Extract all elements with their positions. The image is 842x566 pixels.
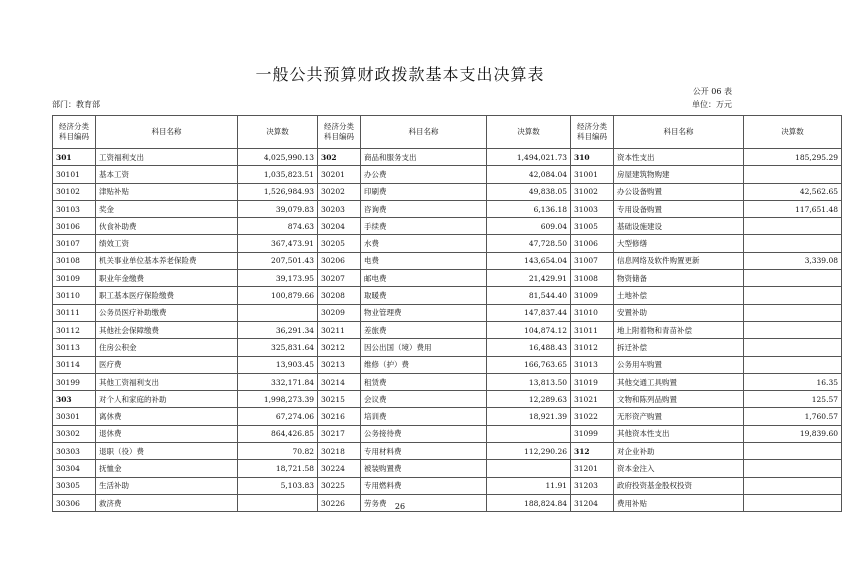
code-cell: 30103 <box>53 200 96 217</box>
amount-cell: 47,728.50 <box>487 235 571 252</box>
code-cell: 30301 <box>53 408 96 425</box>
name-cell: 对个人和家庭的补助 <box>96 391 238 408</box>
table-row <box>53 235 842 252</box>
name-cell: 政府投资基金股权投资 <box>614 477 744 494</box>
code-cell: 310 <box>571 149 614 166</box>
code-cell: 30212 <box>318 339 361 356</box>
name-cell: 机关事业单位基本养老保险费 <box>96 252 238 269</box>
name-cell: 电费 <box>361 252 487 269</box>
name-cell: 专用材料费 <box>361 443 487 460</box>
name-cell: 救济费 <box>96 494 238 511</box>
name-cell: 公务用车购置 <box>614 356 744 373</box>
table-row <box>53 200 842 217</box>
name-cell: 地上附着物和青苗补偿 <box>614 321 744 338</box>
code-cell: 30114 <box>53 356 96 373</box>
name-cell: 维修（护）费 <box>361 356 487 373</box>
code-cell: 312 <box>571 443 614 460</box>
amount-cell: 42,562.65 <box>744 183 842 200</box>
name-cell: 费用补贴 <box>614 494 744 511</box>
amount-cell: 39,079.83 <box>238 200 318 217</box>
amount-cell: 70.82 <box>238 443 318 460</box>
table-row <box>53 252 842 269</box>
name-cell: 其他交通工具购置 <box>614 373 744 390</box>
unit-label: 单位：万元 <box>692 100 732 109</box>
table-row <box>53 287 842 304</box>
amount-cell: 16,488.43 <box>487 339 571 356</box>
code-cell: 31006 <box>571 235 614 252</box>
amount-cell <box>744 166 842 183</box>
table-row <box>53 218 842 235</box>
amount-cell: 4,025,990.13 <box>238 149 318 166</box>
amount-cell: 13,903.45 <box>238 356 318 373</box>
name-cell: 物业管理费 <box>361 304 487 321</box>
code-cell: 30206 <box>318 252 361 269</box>
name-cell: 商品和服务支出 <box>361 149 487 166</box>
table-row <box>53 373 842 390</box>
amount-cell: 874.63 <box>238 218 318 235</box>
code-cell: 30110 <box>53 287 96 304</box>
name-cell: 退职（役）费 <box>96 443 238 460</box>
amount-cell: 21,429.91 <box>487 270 571 287</box>
name-cell: 物资储备 <box>614 270 744 287</box>
code-cell: 303 <box>53 391 96 408</box>
amount-cell: 6,136.18 <box>487 200 571 217</box>
name-cell: 手续费 <box>361 218 487 235</box>
name-cell: 退休费 <box>96 425 238 442</box>
code-cell: 31007 <box>571 252 614 269</box>
code-cell: 30113 <box>53 339 96 356</box>
code-cell: 30226 <box>318 494 361 511</box>
name-cell: 因公出国（境）费用 <box>361 339 487 356</box>
amount-cell: 125.57 <box>744 391 842 408</box>
code-cell: 31019 <box>571 373 614 390</box>
code-cell: 30203 <box>318 200 361 217</box>
name-cell: 培训费 <box>361 408 487 425</box>
amount-cell <box>744 270 842 287</box>
name-cell: 其他社会保障缴费 <box>96 321 238 338</box>
amount-cell: 185,295.29 <box>744 149 842 166</box>
name-cell: 印刷费 <box>361 183 487 200</box>
code-cell: 30202 <box>318 183 361 200</box>
code-cell: 31010 <box>571 304 614 321</box>
name-cell: 安置补助 <box>614 304 744 321</box>
name-cell: 公务员医疗补助缴费 <box>96 304 238 321</box>
amount-cell: 11.91 <box>487 477 571 494</box>
code-cell: 30201 <box>318 166 361 183</box>
amount-cell: 1,526,984.93 <box>238 183 318 200</box>
amount-cell: 188,824.84 <box>487 494 571 511</box>
amount-cell <box>744 460 842 477</box>
name-cell: 办公设备购置 <box>614 183 744 200</box>
code-cell: 31099 <box>571 425 614 442</box>
table-row <box>53 339 842 356</box>
code-cell: 30111 <box>53 304 96 321</box>
column-header: 经济分类 科目编码 <box>318 116 361 149</box>
code-cell: 30214 <box>318 373 361 390</box>
code-cell: 30204 <box>318 218 361 235</box>
name-cell: 抚恤金 <box>96 460 238 477</box>
code-cell: 30211 <box>318 321 361 338</box>
amount-cell: 1,998,273.39 <box>238 391 318 408</box>
code-cell: 30302 <box>53 425 96 442</box>
amount-cell: 166,763.65 <box>487 356 571 373</box>
code-cell: 31021 <box>571 391 614 408</box>
name-cell: 伙食补助费 <box>96 218 238 235</box>
name-cell: 资本金注入 <box>614 460 744 477</box>
name-cell: 劳务费 <box>361 494 487 511</box>
code-cell: 30112 <box>53 321 96 338</box>
table-row <box>53 149 842 166</box>
table-row <box>53 321 842 338</box>
table-row <box>53 443 842 460</box>
code-cell: 30216 <box>318 408 361 425</box>
code-cell: 30208 <box>318 287 361 304</box>
name-cell: 职业年金缴费 <box>96 270 238 287</box>
code-cell: 31022 <box>571 408 614 425</box>
amount-cell <box>744 218 842 235</box>
amount-cell <box>744 339 842 356</box>
name-cell: 对企业补助 <box>614 443 744 460</box>
name-cell: 住房公积金 <box>96 339 238 356</box>
name-cell: 土地补偿 <box>614 287 744 304</box>
name-cell: 邮电费 <box>361 270 487 287</box>
amount-cell: 5,103.83 <box>238 477 318 494</box>
amount-cell: 207,501.43 <box>238 252 318 269</box>
code-cell: 30305 <box>53 477 96 494</box>
code-cell: 30303 <box>53 443 96 460</box>
name-cell: 绩效工资 <box>96 235 238 252</box>
code-cell: 31001 <box>571 166 614 183</box>
amount-cell <box>744 304 842 321</box>
name-cell: 拆迁补偿 <box>614 339 744 356</box>
name-cell: 大型修缮 <box>614 235 744 252</box>
code-cell: 31003 <box>571 200 614 217</box>
code-cell: 30205 <box>318 235 361 252</box>
name-cell: 会议费 <box>361 391 487 408</box>
amount-cell: 147,837.44 <box>487 304 571 321</box>
code-cell: 30224 <box>318 460 361 477</box>
amount-cell: 13,813.50 <box>487 373 571 390</box>
table-row <box>53 183 842 200</box>
amount-cell <box>238 304 318 321</box>
name-cell: 办公费 <box>361 166 487 183</box>
table-row <box>53 391 842 408</box>
amount-cell: 104,874.12 <box>487 321 571 338</box>
amount-cell <box>744 321 842 338</box>
code-cell: 30109 <box>53 270 96 287</box>
amount-cell: 42,084.04 <box>487 166 571 183</box>
column-header: 科目名称 <box>614 116 744 149</box>
name-cell: 工资福利支出 <box>96 149 238 166</box>
amount-cell: 36,291.34 <box>238 321 318 338</box>
name-cell: 生活补助 <box>96 477 238 494</box>
table-row <box>53 270 842 287</box>
name-cell: 奖金 <box>96 200 238 217</box>
name-cell: 职工基本医疗保险缴费 <box>96 287 238 304</box>
page-title: 一般公共预算财政拨款基本支出决算表 <box>255 65 545 84</box>
amount-cell <box>744 477 842 494</box>
form-code: 公开 06 表 <box>692 87 732 96</box>
amount-cell: 67,274.06 <box>238 408 318 425</box>
code-cell: 30106 <box>53 218 96 235</box>
code-cell: 30101 <box>53 166 96 183</box>
amount-cell <box>744 443 842 460</box>
expenditure-table <box>52 115 842 512</box>
table-row <box>53 460 842 477</box>
code-cell: 30306 <box>53 494 96 511</box>
table-row <box>53 356 842 373</box>
code-cell: 302 <box>318 149 361 166</box>
code-cell: 31201 <box>571 460 614 477</box>
column-header: 经济分类 科目编码 <box>571 116 614 149</box>
code-cell: 31204 <box>571 494 614 511</box>
table-row <box>53 408 842 425</box>
table-row <box>53 425 842 442</box>
code-cell: 30215 <box>318 391 361 408</box>
column-header: 决算数 <box>238 116 318 149</box>
code-cell: 30209 <box>318 304 361 321</box>
code-cell: 30225 <box>318 477 361 494</box>
amount-cell: 3,339.08 <box>744 252 842 269</box>
code-cell: 30218 <box>318 443 361 460</box>
amount-cell: 18,921.39 <box>487 408 571 425</box>
code-cell: 31005 <box>571 218 614 235</box>
amount-cell: 16.35 <box>744 373 842 390</box>
amount-cell: 1,760.57 <box>744 408 842 425</box>
code-cell: 30199 <box>53 373 96 390</box>
department-label: 部门：教育部 <box>52 100 100 109</box>
code-cell: 30217 <box>318 425 361 442</box>
code-cell: 31009 <box>571 287 614 304</box>
amount-cell: 100,879.66 <box>238 287 318 304</box>
amount-cell: 143,654.04 <box>487 252 571 269</box>
amount-cell: 609.04 <box>487 218 571 235</box>
name-cell: 基本工资 <box>96 166 238 183</box>
table-row <box>53 304 842 321</box>
code-cell: 30207 <box>318 270 361 287</box>
name-cell: 文物和陈列品购置 <box>614 391 744 408</box>
code-cell: 31011 <box>571 321 614 338</box>
column-header: 决算数 <box>744 116 842 149</box>
amount-cell: 39,173.95 <box>238 270 318 287</box>
column-header: 科目名称 <box>96 116 238 149</box>
amount-cell: 81,544.40 <box>487 287 571 304</box>
code-cell: 31012 <box>571 339 614 356</box>
column-header: 经济分类 科目编码 <box>53 116 96 149</box>
amount-cell: 1,035,823.51 <box>238 166 318 183</box>
amount-cell: 18,721.58 <box>238 460 318 477</box>
code-cell: 30107 <box>53 235 96 252</box>
amount-cell: 864,426.85 <box>238 425 318 442</box>
name-cell: 公务接待费 <box>361 425 487 442</box>
code-cell: 30102 <box>53 183 96 200</box>
page-number: 26 <box>394 502 406 511</box>
code-cell: 30213 <box>318 356 361 373</box>
name-cell: 离休费 <box>96 408 238 425</box>
amount-cell <box>487 425 571 442</box>
name-cell: 差旅费 <box>361 321 487 338</box>
name-cell: 咨询费 <box>361 200 487 217</box>
name-cell: 被装购置费 <box>361 460 487 477</box>
amount-cell <box>744 356 842 373</box>
name-cell: 信息网络及软件购置更新 <box>614 252 744 269</box>
name-cell: 租赁费 <box>361 373 487 390</box>
amount-cell: 1,494,021.73 <box>487 149 571 166</box>
amount-cell <box>487 460 571 477</box>
code-cell: 31008 <box>571 270 614 287</box>
name-cell: 津贴补贴 <box>96 183 238 200</box>
name-cell: 医疗费 <box>96 356 238 373</box>
amount-cell: 12,289.63 <box>487 391 571 408</box>
amount-cell: 332,171.84 <box>238 373 318 390</box>
table-row <box>53 477 842 494</box>
code-cell: 30304 <box>53 460 96 477</box>
amount-cell <box>744 235 842 252</box>
amount-cell: 19,839.60 <box>744 425 842 442</box>
amount-cell <box>744 287 842 304</box>
code-cell: 31013 <box>571 356 614 373</box>
amount-cell: 367,473.91 <box>238 235 318 252</box>
amount-cell: 325,831.64 <box>238 339 318 356</box>
name-cell: 取暖费 <box>361 287 487 304</box>
table-row <box>53 166 842 183</box>
name-cell: 资本性支出 <box>614 149 744 166</box>
amount-cell: 117,651.48 <box>744 200 842 217</box>
name-cell: 专用设备购置 <box>614 200 744 217</box>
name-cell: 水费 <box>361 235 487 252</box>
name-cell: 房屋建筑物购建 <box>614 166 744 183</box>
name-cell: 其他资本性支出 <box>614 425 744 442</box>
column-header: 决算数 <box>487 116 571 149</box>
amount-cell: 112,290.26 <box>487 443 571 460</box>
table-header-row <box>53 116 842 149</box>
name-cell: 专用燃料费 <box>361 477 487 494</box>
code-cell: 31203 <box>571 477 614 494</box>
code-cell: 31002 <box>571 183 614 200</box>
name-cell: 基础设施建设 <box>614 218 744 235</box>
code-cell: 301 <box>53 149 96 166</box>
column-header: 科目名称 <box>361 116 487 149</box>
name-cell: 其他工资福利支出 <box>96 373 238 390</box>
code-cell: 30108 <box>53 252 96 269</box>
name-cell: 无形资产购置 <box>614 408 744 425</box>
amount-cell: 49,838.05 <box>487 183 571 200</box>
